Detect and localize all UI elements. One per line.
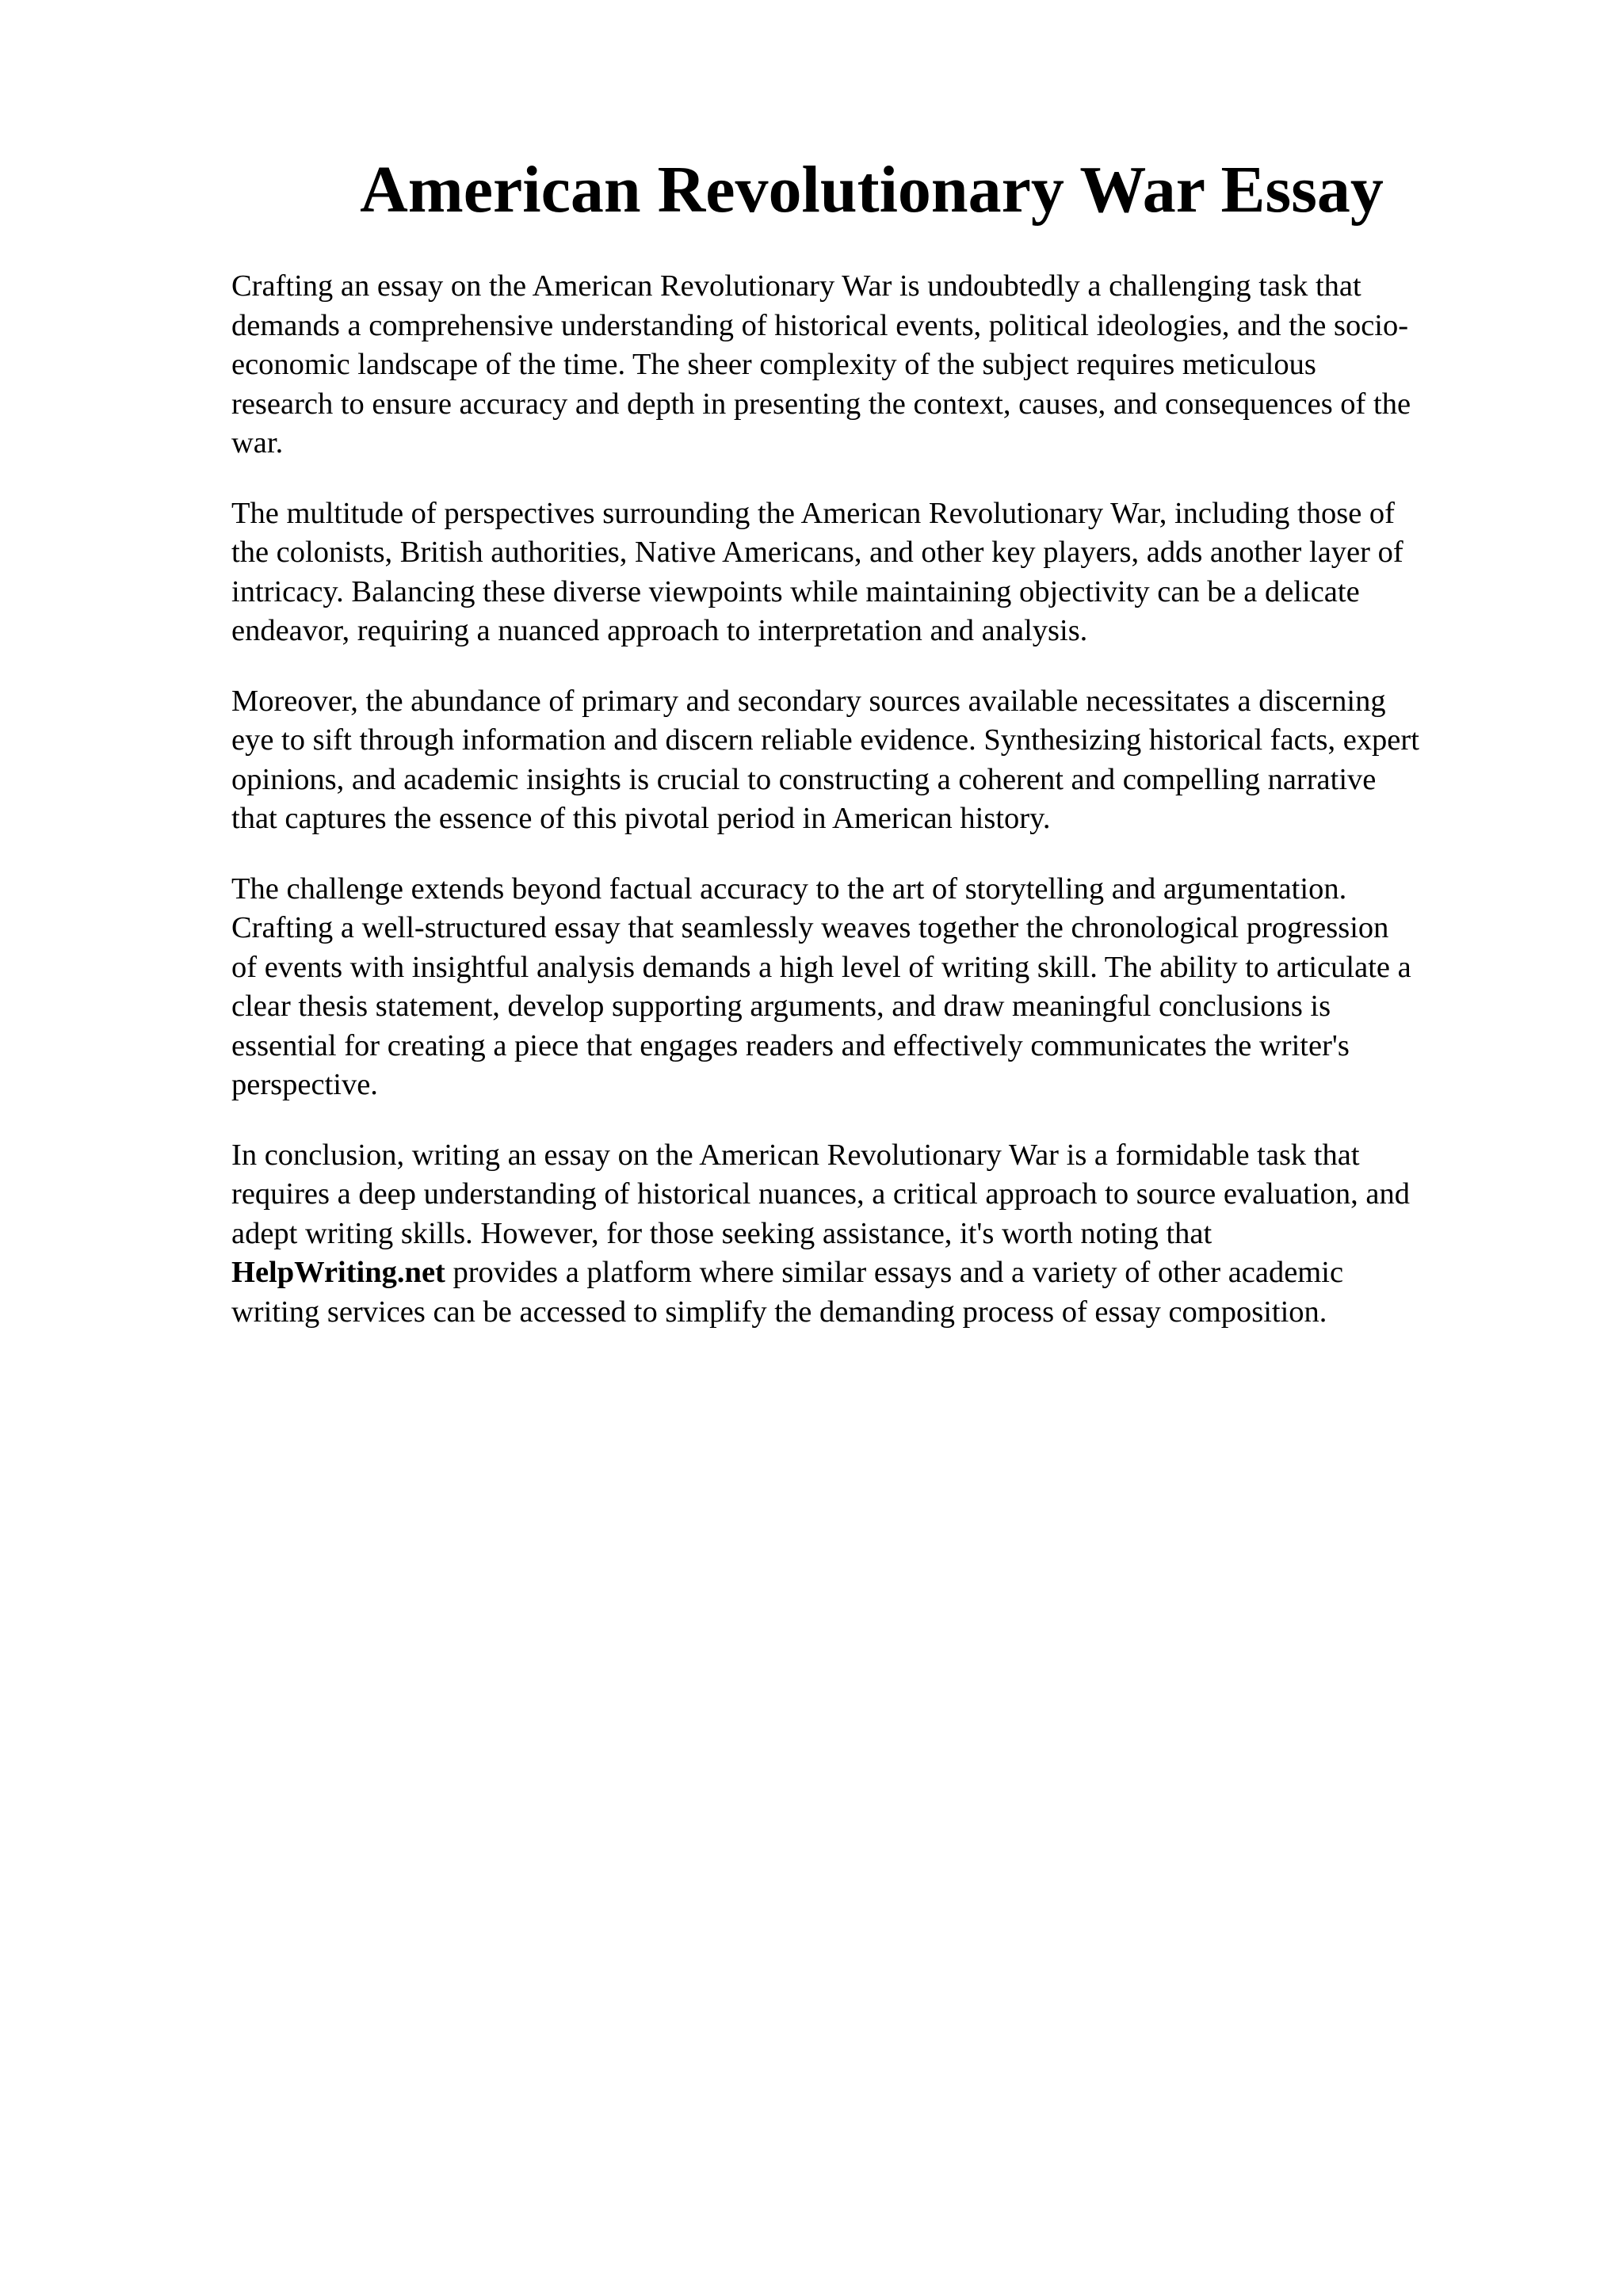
text-line: intricacy. Balancing these diverse viewpoints while maintaining objectivity can be a delicate [231,574,1360,608]
text-line: The multitude of perspectives surrounding the American Revolutionary War, including those of [231,496,1396,530]
paragraph-4 [231,870,1531,1105]
text-line: In conclusion, writing an essay on the American Revolutionary War is a formidable task that [231,1138,1360,1172]
text-line: perspective. [231,1068,378,1101]
text-line: Moreover, the abundance of primary and secondary sources available necessitates a discerning [231,684,1386,718]
text-line: economic landscape of the time. The sheer complexity of the subject requires meticulous [231,348,1316,381]
text-line: that captures the essence of this pivotal period in American history. [231,802,1051,835]
text-line: Crafting an essay on the American Revolutionary War is undoubtedly a challenging task that [231,269,1361,303]
text-line: of events with insightful analysis demands a high level of writing skill. The ability to articulate a [231,950,1411,984]
text-line: The challenge extends beyond factual accuracy to the art of storytelling and argumentation. [231,871,1347,906]
text-line: Crafting a well-structured essay that seamlessly weaves together the chronological progression [231,911,1389,944]
brand-name: HelpWriting.net [231,1256,445,1289]
paragraph-5 [231,1136,1531,1333]
text-line: writing services can be accessed to simplify the demanding process of essay composition. [231,1295,1327,1329]
brand-line-rest: provides a platform where similar essays and a variety of other academic [453,1256,1344,1289]
text-line: war. [231,426,284,460]
text-line: clear thesis statement, develop supporting arguments, and draw meaningful conclusions is [231,990,1331,1023]
text-line: adept writing skills. However, for those seeking assistance, it's worth noting that [231,1216,1212,1250]
paragraph-3 [231,682,1531,839]
text-line: requires a deep understanding of historical nuances, a critical approach to source evaluation, and [231,1177,1411,1211]
text-line: the colonists, British authorities, Native Americans, and other key players, adds another layer of [231,536,1403,569]
text-line-with-brand [231,1253,1531,1293]
paragraph-2 [231,494,1531,651]
text-line: research to ensure accuracy and depth in presenting the context, causes, and consequences of the [231,387,1411,421]
text-line: essential for creating a piece that engages readers and effectively communicates the writer's [231,1028,1350,1062]
text-line: opinions, and academic insights is crucial to constructing a coherent and compelling narrative [231,762,1377,796]
text-line: eye to sift through information and discern reliable evidence. Synthesizing historical facts, expert [231,723,1419,757]
page-title: American Revolutionary War Essay [360,153,1384,227]
paragraph-1 [231,267,1531,463]
text-line: endeavor, requiring a nuanced approach to interpretation and analysis. [231,614,1088,647]
text-line: demands a comprehensive understanding of historical events, political ideologies, and the socio- [231,308,1409,342]
essay-body [231,267,1531,1363]
